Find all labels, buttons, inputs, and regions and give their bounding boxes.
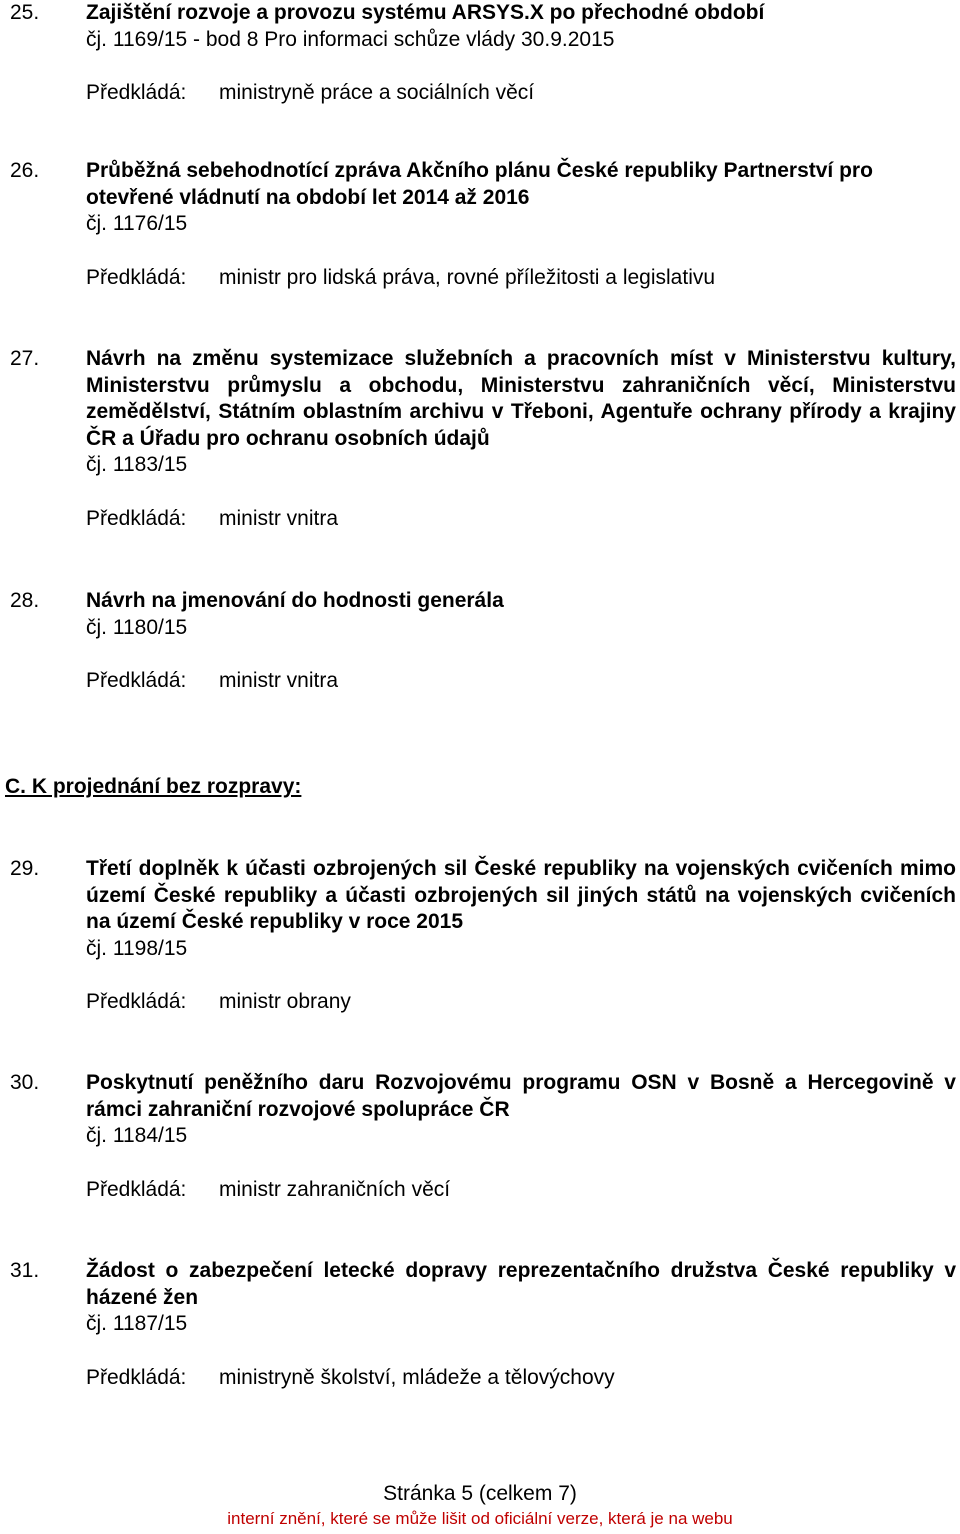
section-c-heading: C. K projednání bez rozpravy:: [5, 775, 302, 798]
item-title: Třetí doplněk k účasti ozbrojených sil České republiky na vojenských cvičeních mimo území České republiky a účasti ozbrojených sil jiných států na vojenských cvičeních na území České republiky v roce 2015: [86, 857, 956, 933]
item-ref: čj. 1169/15 - bod 8 Pro informaci schůze vlády 30.9.2015: [86, 27, 615, 51]
presenter-label: Předkládá:: [86, 1365, 187, 1389]
presenter-value: ministr vnitra: [219, 669, 339, 692]
item-number: 28.: [10, 589, 40, 612]
item-title: Zajištění rozvoje a provozu systému ARSYS.X po přechodné období: [86, 1, 765, 24]
item-number: 30.: [10, 1071, 40, 1094]
presenter-value: ministr zahraničních věcí: [219, 1177, 451, 1201]
item-number: 26.: [10, 159, 40, 182]
agenda-item-27: [10, 346, 956, 532]
footer-disclaimer: interní znění, které se může lišit od oficiální verze, která je na webu: [227, 1509, 733, 1528]
item-presenter: [86, 1177, 956, 1204]
agenda-item-29: [10, 856, 956, 1016]
item-title: Poskytnutí peněžního daru Rozvojovému programu OSN v Bosně a Hercegovině v rámci zahraniční rozvojové spolupráce ČR: [86, 1071, 956, 1121]
item-presenter: [86, 989, 956, 1016]
item-title: Žádost o zabezpečení letecké dopravy reprezentačního družstva České republiky v házené žen: [86, 1259, 956, 1309]
item-number: 25.: [10, 1, 40, 24]
presenter-label: Předkládá:: [86, 990, 187, 1013]
item-ref: čj. 1183/15: [86, 453, 188, 476]
presenter-label: Předkládá:: [86, 669, 187, 692]
presenter-label: Předkládá:: [86, 81, 187, 104]
item-number: 29.: [10, 857, 40, 880]
presenter-value: ministr vnitra: [219, 506, 339, 530]
presenter-value: ministr pro lidská práva, rovné příležitosti a legislativu: [219, 265, 716, 289]
item-number: 31.: [10, 1259, 40, 1282]
presenter-label: Předkládá:: [86, 506, 187, 530]
agenda-item-30: [10, 1070, 956, 1203]
presenter-value: ministryně školství, mládeže a tělovýchovy: [219, 1365, 615, 1389]
agenda-item-31: [10, 1258, 956, 1391]
item-presenter: [86, 80, 956, 107]
item-presenter: [86, 1365, 956, 1392]
item-presenter: [86, 265, 956, 292]
item-title: Návrh na změnu systemizace služebních a pracovních míst v Ministerstvu kultury, Ministerstvu průmyslu a obchodu, Ministerstvu zahraničních věcí, Ministerstvu zemědělství, Státním oblastním archivu v Třeboni, Agentuře ochrany přírody a krajiny ČR a Úřadu pro ochranu osobních údajů: [86, 347, 956, 450]
agenda-item-28: [10, 588, 956, 695]
presenter-value: ministr obrany: [219, 990, 351, 1013]
presenter-value: ministryně práce a sociálních věcí: [219, 81, 535, 104]
footer-page-number: Stránka 5 (celkem 7): [383, 1482, 577, 1505]
item-ref: čj. 1180/15: [86, 615, 188, 639]
item-number: 27.: [10, 347, 40, 370]
item-ref: čj. 1198/15: [86, 936, 188, 960]
item-title: Průběžná sebehodnotící zpráva Akčního plánu České republiky Partnerství pro otevřené vládnutí na období let 2014 až 2016: [86, 159, 873, 209]
presenter-label: Předkládá:: [86, 265, 187, 289]
item-ref: čj. 1176/15: [86, 212, 188, 235]
agenda-item-26: [10, 158, 956, 291]
item-ref: čj. 1184/15: [86, 1124, 188, 1147]
item-presenter: [86, 506, 956, 533]
item-title: Návrh na jmenování do hodnosti generála: [86, 589, 504, 612]
agenda-item-25: [10, 0, 956, 107]
presenter-label: Předkládá:: [86, 1177, 187, 1201]
item-ref: čj. 1187/15: [86, 1312, 188, 1335]
item-presenter: [86, 668, 956, 695]
